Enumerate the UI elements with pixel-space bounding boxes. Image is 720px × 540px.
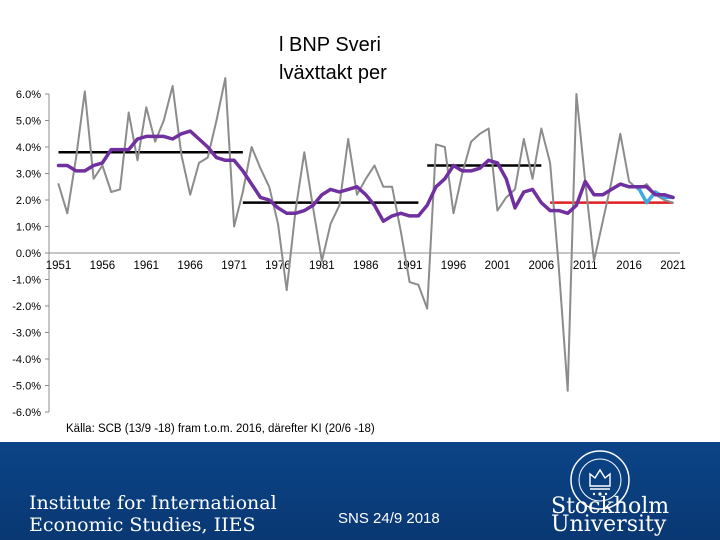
y-tick-label: 0.0% xyxy=(15,248,41,260)
y-tick-label: -6.0% xyxy=(12,407,41,419)
x-tick-label: 1971 xyxy=(221,260,247,272)
y-tick-label: 3.0% xyxy=(15,168,41,181)
x-tick-label: 1996 xyxy=(440,260,467,272)
y-tick-label: -4.0% xyxy=(12,354,41,366)
x-tick-label: 1951 xyxy=(45,260,72,272)
x-tick-label: 1986 xyxy=(352,260,379,272)
institute-name-line-2: Economic Studies, IIES xyxy=(29,514,256,536)
y-tick-label: 6.0% xyxy=(15,89,41,101)
x-tick-label: 1961 xyxy=(133,260,160,272)
y-tick-labels xyxy=(12,89,41,419)
university-name-line-1: Stockholm xyxy=(551,494,670,519)
x-tick-label: 2011 xyxy=(572,260,598,272)
chart-title-line-1: l BNP Sveri xyxy=(279,34,381,56)
x-tick-label: 1981 xyxy=(309,260,335,272)
x-tick-labels xyxy=(46,260,686,272)
x-tick-label: 1991 xyxy=(396,260,423,272)
x-tick-label: 1956 xyxy=(89,260,116,272)
data-series xyxy=(59,78,674,391)
y-tick-label: -5.0% xyxy=(12,380,41,393)
institute-name-line-1: Institute for International xyxy=(29,492,277,514)
y-tick-label: 2.0% xyxy=(15,195,41,207)
event-label: SNS 24/9 2018 xyxy=(338,510,440,527)
x-tick-label: 2016 xyxy=(616,260,642,272)
y-tick-label: 5.0% xyxy=(15,115,41,128)
footer-bar xyxy=(0,442,720,540)
y-tick-label: -2.0% xyxy=(12,301,41,313)
series-line xyxy=(59,78,674,391)
x-tick-label: 2021 xyxy=(660,260,686,272)
y-tick-label: 4.0% xyxy=(15,142,41,154)
y-tick-label: -3.0% xyxy=(12,327,41,340)
source-note: Källa: SCB (13/9 -18) fram t.o.m. 2016, därefter KI (20/6 -18) xyxy=(66,423,375,435)
x-tick-label: 2001 xyxy=(484,260,511,272)
x-tick-label: 1976 xyxy=(265,260,291,272)
university-name-line-2: University xyxy=(551,512,667,537)
x-tick-label: 2006 xyxy=(528,260,555,272)
y-tick-label: -1.0% xyxy=(12,274,41,287)
y-tick-label: 1.0% xyxy=(15,221,41,234)
x-tick-label: 1966 xyxy=(177,260,203,272)
chart-title-line-2: lväxttakt per xyxy=(279,62,387,84)
